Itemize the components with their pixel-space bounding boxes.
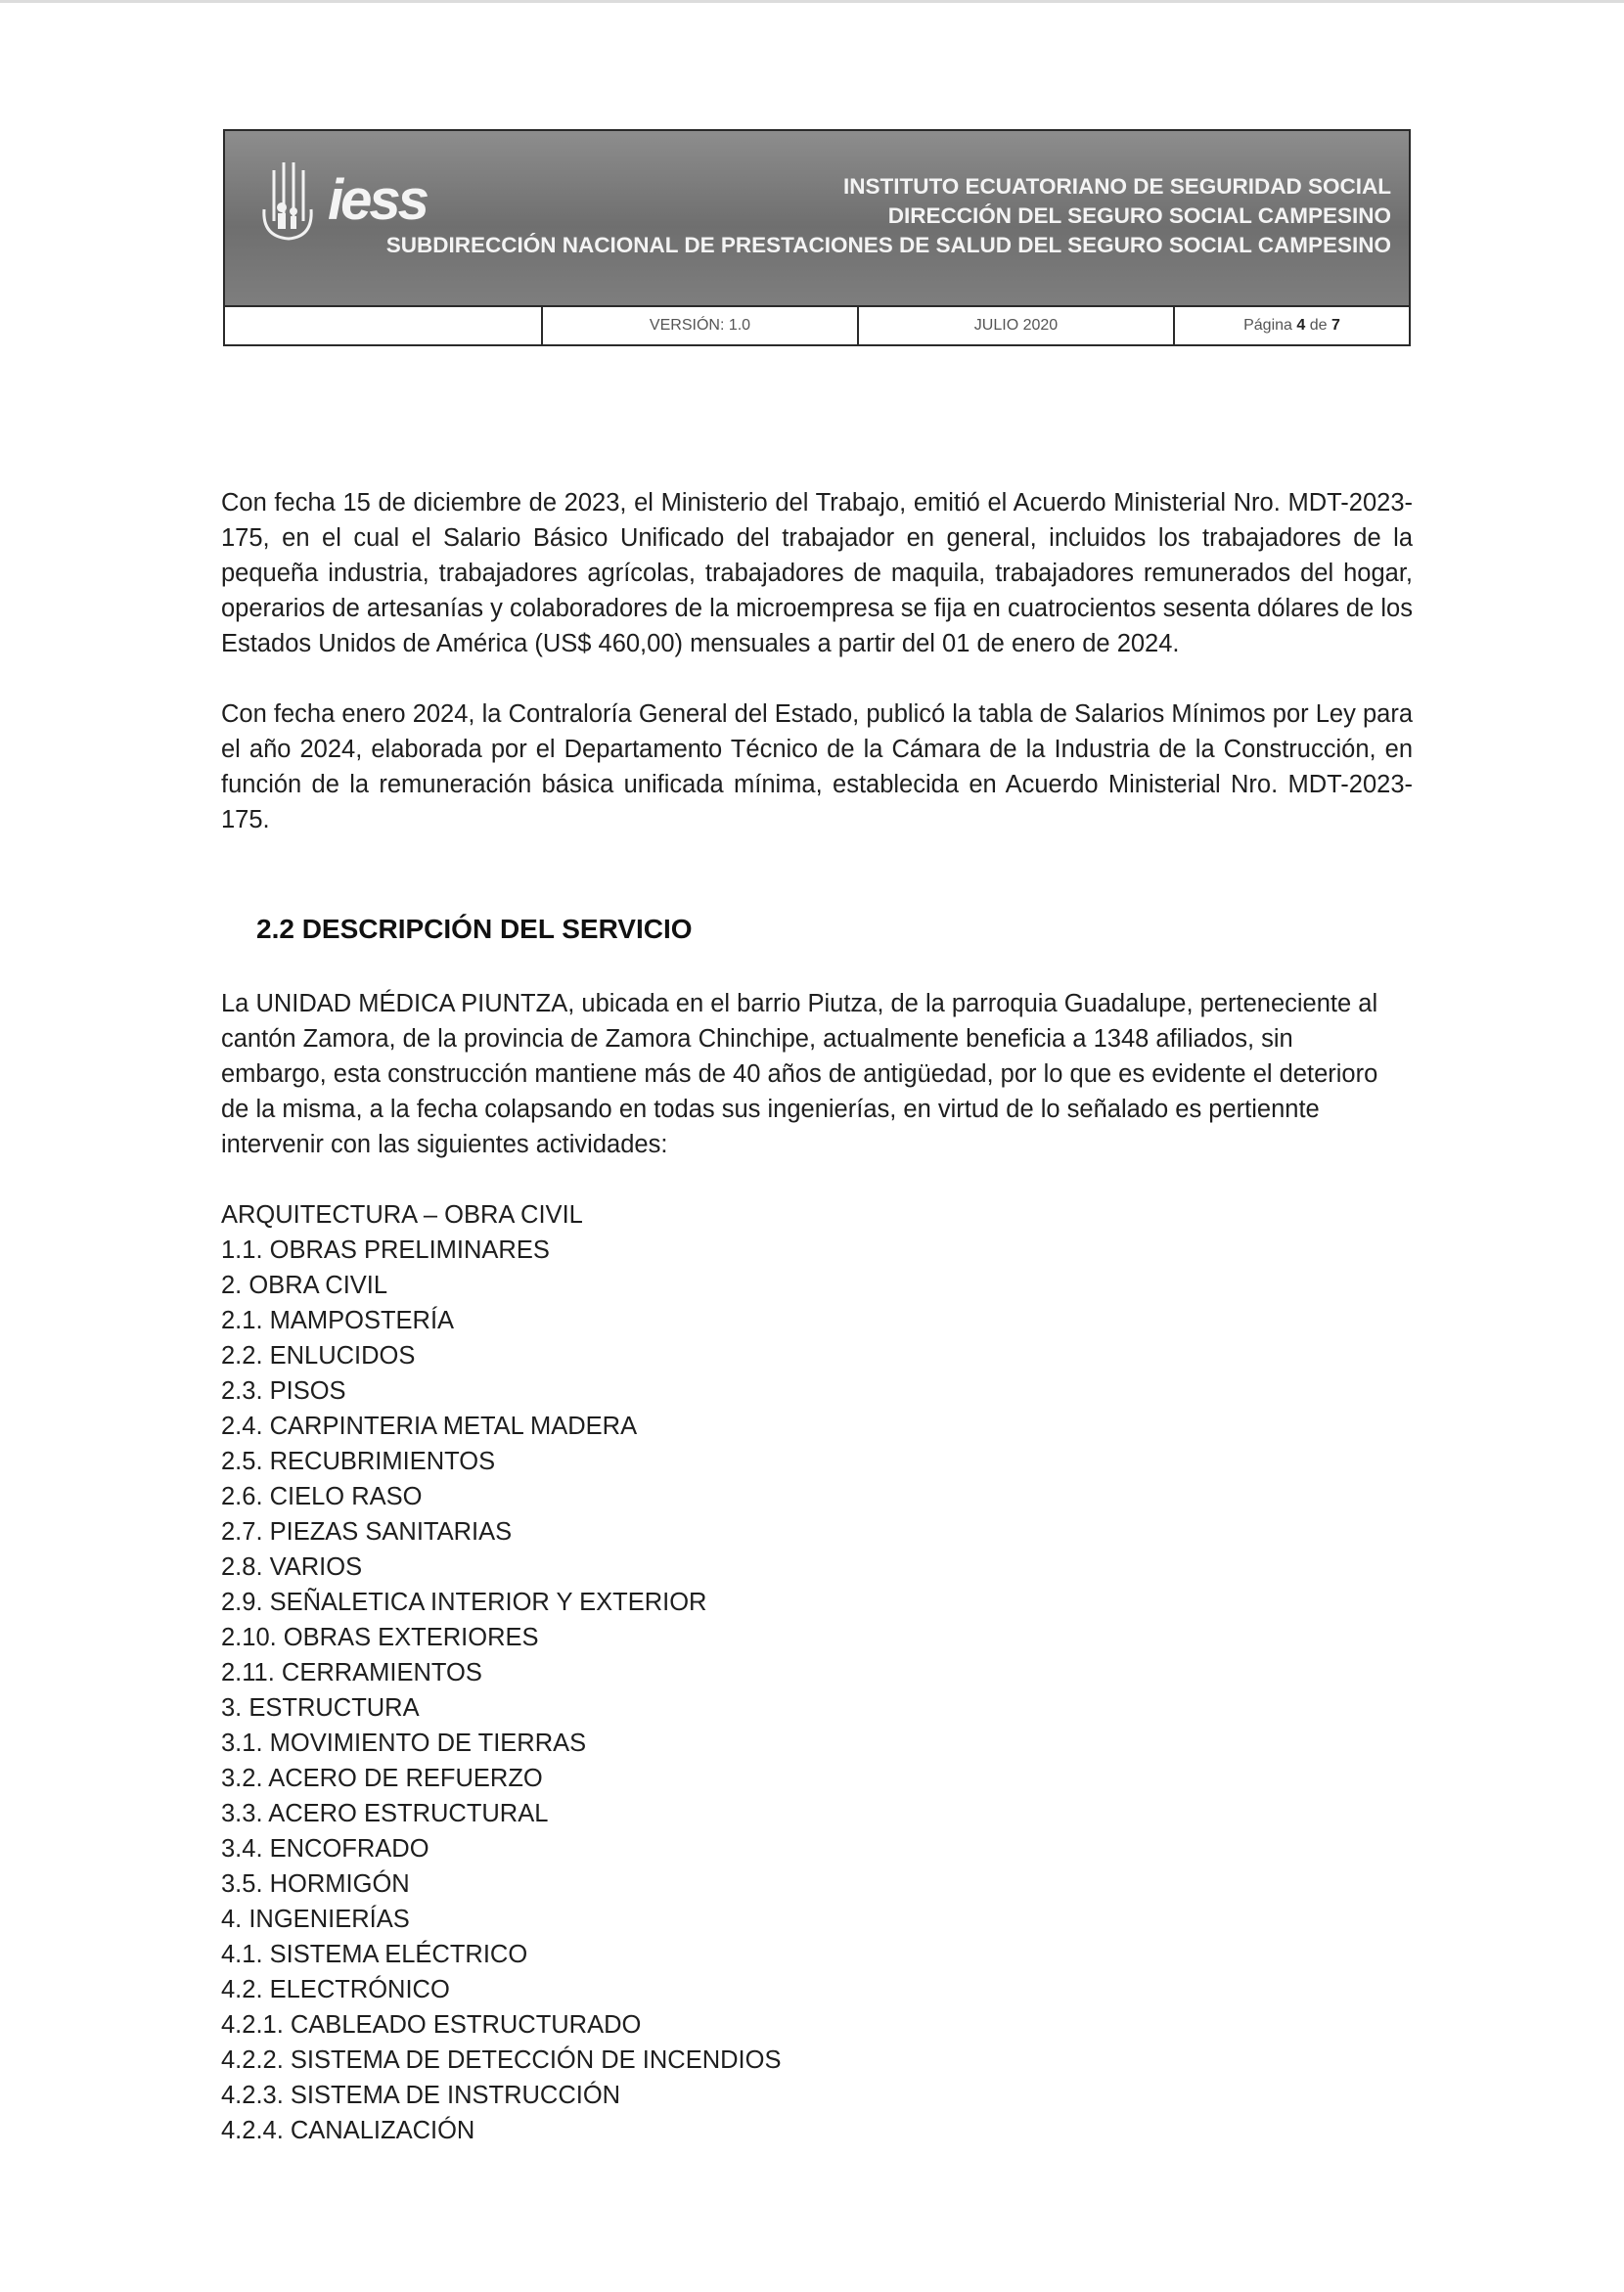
info-cell-empty [225, 307, 541, 344]
list-item: 2.2. ENLUCIDOS [221, 1342, 416, 1370]
list-item: 3.4. ENCOFRADO [221, 1835, 429, 1863]
list-item: 2.10. OBRAS EXTERIORES [221, 1624, 539, 1651]
page-current: 4 [1296, 317, 1306, 334]
subdirection-name: SUBDIRECCIÓN NACIONAL DE PRESTACIONES DE SALUD DEL SEGURO SOCIAL CAMPESINO [385, 233, 1391, 257]
list-item: 4.2.3. SISTEMA DE INSTRUCCIÓN [221, 2082, 621, 2109]
list-item: 2.5. RECUBRIMIENTOS [221, 1448, 496, 1475]
direction-name: DIRECCIÓN DEL SEGURO SOCIAL CAMPESINO [887, 203, 1391, 228]
list-item: 3.2. ACERO DE REFUERZO [221, 1765, 543, 1792]
list-item: 4. INGENIERÍAS [221, 1906, 410, 1933]
page-of: de [1309, 317, 1328, 334]
header-banner [223, 129, 1411, 307]
list-item: 3.5. HORMIGÓN [221, 1870, 410, 1898]
header-titles [386, 172, 1391, 260]
list-item: 2.4. CARPINTERIA METAL MADERA [221, 1413, 638, 1440]
list-item: 4.2.4. CANALIZACIÓN [221, 2117, 475, 2144]
list-item: 2. OBRA CIVIL [221, 1272, 388, 1299]
list-item: 2.1. MAMPOSTERÍA [221, 1307, 455, 1334]
header-info-row [223, 305, 1411, 346]
list-item: 4.2.2. SISTEMA DE DETECCIÓN DE INCENDIOS [221, 2046, 782, 2074]
list-item: 2.11. CERRAMIENTOS [221, 1659, 482, 1686]
page-label: Página [1243, 317, 1292, 334]
list-item: 3.1. MOVIMIENTO DE TIERRAS [221, 1730, 587, 1757]
list-item: 3. ESTRUCTURA [221, 1694, 420, 1722]
list-item: 2.8. VARIOS [221, 1553, 363, 1581]
list-item: 1.1. OBRAS PRELIMINARES [221, 1236, 550, 1264]
list-item: 4.2.1. CABLEADO ESTRUCTURADO [221, 2011, 642, 2039]
paragraph-minimum-wages: Con fecha enero 2024, la Contraloría General del Estado, publicó la tabla de Salarios Mínimos por Ley para el año 2024, elaborada por el Departamento Técnico de la Cámara de la Industria de la Construcción, en función de la remuneración básica unificada mínima, establecida en Acuerdo Ministerial Nro. MDT-2023-175. [221, 700, 1413, 833]
list-item: 4.2. ELECTRÓNICO [221, 1976, 450, 2003]
list-item: 2.7. PIEZAS SANITARIAS [221, 1518, 513, 1546]
list-item: 3.3. ACERO ESTRUCTURAL [221, 1800, 549, 1827]
date-label: JULIO 2020 [857, 307, 1173, 344]
paragraph-service-description: La UNIDAD MÉDICA PIUNTZA, ubicada en el barrio Piutza, de la parroquia Guadalupe, perteneciente al cantón Zamora, de la provincia de Zamora Chinchipe, actualmente beneficia a 1348 afiliados, sin embargo, esta construcción mantiene más de 40 años de antigüedad, por lo que es evidente el deterioro de la misma, a la fecha colapsando en todas sus ingenierías, en virtud de lo señalado es pertiennte intervenir con las siguientes actividades: [221, 990, 1378, 1158]
list-item: 4.1. SISTEMA ELÉCTRICO [221, 1941, 528, 1968]
list-item: 2.6. CIELO RASO [221, 1483, 423, 1510]
version-label: VERSIÓN: 1.0 [541, 307, 857, 344]
page-number [1173, 307, 1409, 344]
list-item: 2.3. PISOS [221, 1377, 346, 1405]
activities-list [221, 1197, 1413, 2148]
page-total: 7 [1331, 317, 1340, 334]
page-top-edge [0, 0, 1624, 3]
institute-name: INSTITUTO ECUATORIANO DE SEGURIDAD SOCIAL [842, 174, 1391, 199]
paragraph-salary-agreement: Con fecha 15 de diciembre de 2023, el Ministerio del Trabajo, emitió el Acuerdo Ministerial Nro. MDT-2023-175, en el cual el Salario Básico Unificado del trabajador en general, incluidos los trabajadores de la pequeña industria, trabajadores agrícolas, trabajadores de maquila, trabajadores remunerados del hogar, operarios de artesanías y colaboradores de la microempresa se fija en cuatrocientos sesenta dólares de los Estados Unidos de América (US$ 460,00) mensuales a partir del 01 de enero de 2024. [221, 489, 1413, 657]
list-item: 2.9. SEÑALETICA INTERIOR Y EXTERIOR [221, 1589, 707, 1616]
section-title: 2.2 DESCRIPCIÓN DEL SERVICIO [256, 914, 693, 944]
list-item: ARQUITECTURA – OBRA CIVIL [221, 1201, 583, 1229]
svg-text:iess: iess [328, 168, 427, 232]
document-body [221, 485, 1413, 2148]
